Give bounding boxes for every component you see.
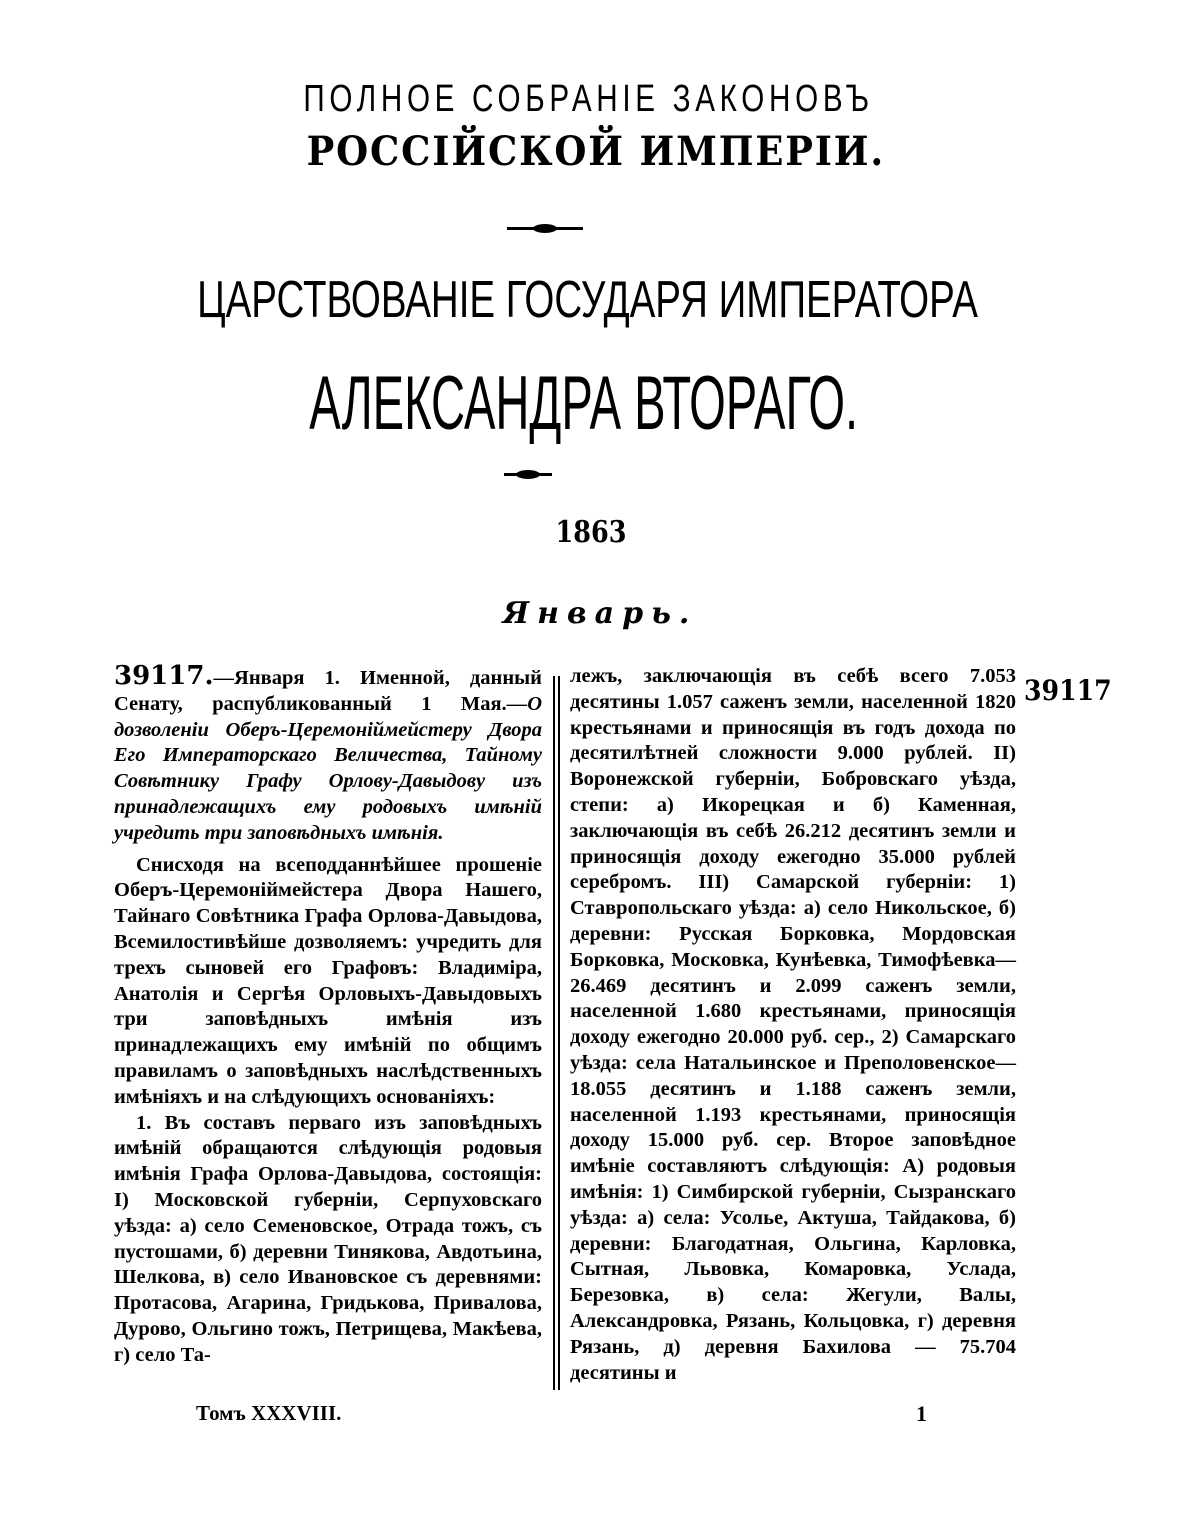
paragraph-2-left: 1. Въ составъ перваго изъ заповѣдныхъ имѣній обращаются слѣдующія родовыя имѣнія Графа Орлова-Давыдова, состоящія: I) Московской губерніи, Серпуховскаго уѣзда: а) село Семеновское, Отрада тожъ, съ пустошами, б) деревни Тинякова, Авдотьина, Шелкова, в) село Ивановское съ деревнями: Протасова, Агарина, Гридькова, Привалова, Дурово, Ольгино тожъ, Петрищева, Макѣева, г) село Та- <box>114 1111 542 1366</box>
margin-law-number: 39117 <box>1024 674 1112 707</box>
page-number: 1 <box>916 1401 927 1426</box>
year-heading: 1863 <box>555 515 627 550</box>
law-heading-plain: —Января 1. Именной, данный Сенату, распубликованный 1 Мая.— <box>114 667 542 715</box>
emperor-name: АЛЕКСАНДРА ВТОРАГО. <box>309 361 859 446</box>
law-heading-italic: О дозволеніи Оберъ-Церемоніймейстеру Двора Его Императорскаго Величества, Тайному Совѣтнику Графу Орлову-Давыдову изъ принадлежащихъ ему родовыхъ имѣній учредить три заповѣдныхъ имѣнія. <box>114 692 542 844</box>
paragraph-2-right: лежъ, заключающія въ себѣ всего 7.053 десятины 1.057 саженъ земли, населенной 1820 крестьянами и приносящія въ годъ дохода по десятилѣтней сложности 9.000 рублей. II) Воронежской губерніи, Бобровскаго уѣзда, степи: а) Икорецкая и б) Каменная, заключающія въ себѣ 26.212 десятинъ земли и приносящія доходу ежегодно 35.000 рублей серебромъ. III) Самарской губерніи: 1) Ставропольскаго уѣзда: а) село Никольское, б) деревни: Русская Борковка, Мордовская Борковка, Московка, Кунѣевка, Тимофѣевка—26.469 десятинъ и 2.099 саженъ земли, населенной 1.680 крестьянами, приносящія доходу ежегодно 20.000 руб. сер., 2) Самарскаго уѣзда: села Натальинское и Преполовенское—18.055 десятинъ и 1.188 саженъ земли, населенной 1.193 крестьянами, приносящія доходу 15.000 руб. сер. Второе заповѣдное имѣніе составляютъ слѣдующія: А) родовыя имѣнія: 1) Симбирской губерніи, Сызранскаго уѣзда: а) села: Усолье, Актуша, Тайдакова, б) деревни: Благодатная, Ольгина, Карловка, Сытная, Львовка, Комаровка, Услада, Березовка, в) села: Жегули, Валы, Александровка, Рязань, Кольцовка, г) деревня Рязань, д) деревня Бахилова — 75.704 десятины и <box>570 665 1016 1384</box>
law-heading <box>114 661 542 847</box>
empire-title: РОССІЙСКОЙ ИМПЕРІИ. <box>306 128 886 175</box>
collection-title: ПОЛНОЕ СОБРАНІЕ ЗАКОНОВЪ <box>303 78 874 120</box>
reign-title: ЦАРСТВОВАНІЕ ГОСУДАРЯ ИМПЕРАТОРА <box>197 271 978 329</box>
month-heading: Январь. <box>502 596 698 631</box>
ornament-divider-1 <box>507 227 583 230</box>
volume-label: Томъ XXXVIII. <box>196 1401 342 1425</box>
ornament-divider-2 <box>504 473 552 476</box>
left-column <box>114 661 542 1369</box>
law-number: 39117. <box>114 661 214 691</box>
paragraph-1: Снисходя на всеподданнѣйшее прошеніе Оберъ-Церемоніймейстера Двора Нашего, Тайнаго Совѣтника Графа Орлова-Давыдова, Всемилостивѣйше дозволяемъ: учредить для трехъ сыновей его Графовъ: Владиміра, Анатолія и Сергѣя Орловыхъ-Давыдовыхъ три заповѣдныхъ имѣнія изъ принадлежащихъ ему имѣній по общимъ правиламъ о заповѣдныхъ наслѣдственныхъ имѣніяхъ и на слѣдующихъ основаніяхъ: <box>114 853 542 1108</box>
column-divider <box>553 676 560 1390</box>
right-column <box>570 664 1016 1386</box>
